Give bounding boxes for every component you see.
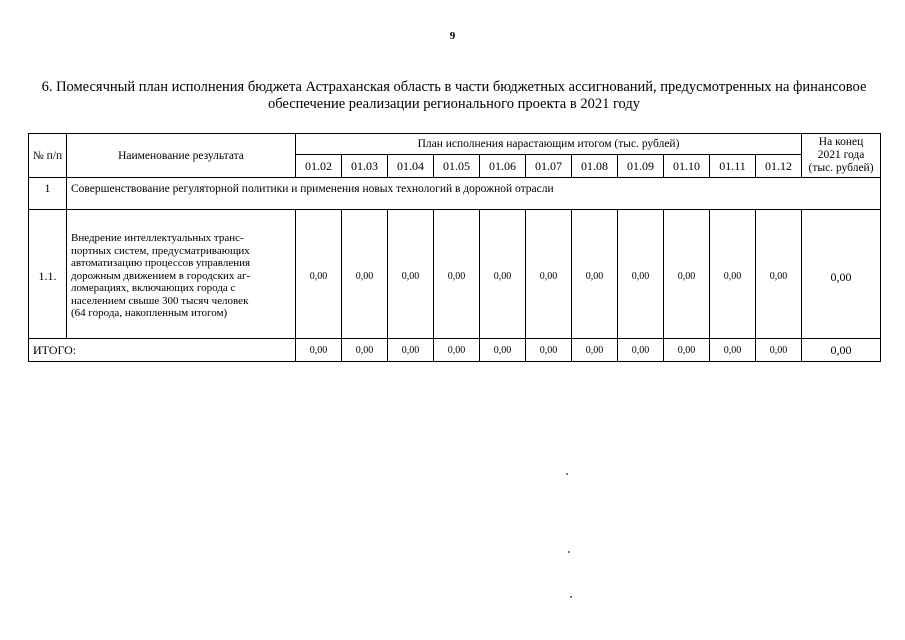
- item-name-line: населением свыше 300 тысяч человек: [71, 294, 249, 307]
- section-title-line-1: 6. Помесячный план исполнения бюджета Астраханская область в части бюджетных ассигнований, предусмотренных на финансовое: [41, 79, 867, 95]
- header-plan: План исполнения нарастающим итогом (тыс. рублей): [296, 134, 802, 155]
- header-end-line-2: 2021 года: [817, 149, 865, 161]
- header-end-of-year: [802, 134, 881, 178]
- total-value: 0,00: [618, 339, 664, 362]
- month-header: 01.02: [296, 155, 342, 178]
- item-end-value: 0,00: [802, 210, 881, 339]
- month-header: 01.04: [388, 155, 434, 178]
- section-title-line-2: обеспечение реализации регионального проекта в 2021 году: [267, 96, 641, 112]
- month-header: 01.11: [710, 155, 756, 178]
- total-value: 0,00: [572, 339, 618, 362]
- page-number: 9: [449, 30, 456, 42]
- item-name-line: автоматизацию процессов управления: [71, 257, 251, 270]
- month-header: 01.07: [526, 155, 572, 178]
- budget-plan-table: [28, 133, 881, 362]
- scan-speck: [570, 596, 572, 598]
- item-num: 1.1.: [29, 210, 67, 339]
- total-value: 0,00: [710, 339, 756, 362]
- item-value: 0,00: [664, 210, 710, 339]
- table-row: [29, 210, 881, 339]
- month-header: 01.12: [756, 155, 802, 178]
- item-name-line: ломерациях, включающих города с: [71, 282, 236, 295]
- item-value: 0,00: [388, 210, 434, 339]
- total-row: [29, 339, 881, 362]
- header-end-line-3: (тыс. рублей): [808, 162, 874, 174]
- item-value: 0,00: [296, 210, 342, 339]
- scan-speck: [568, 551, 570, 553]
- total-end-value: 0,00: [802, 339, 881, 362]
- item-name: [67, 210, 296, 339]
- item-name-line: дорожным движением в городских аг-: [71, 269, 251, 282]
- item-value: 0,00: [480, 210, 526, 339]
- item-value: 0,00: [434, 210, 480, 339]
- month-header: 01.10: [664, 155, 710, 178]
- month-header: 01.08: [572, 155, 618, 178]
- header-end-line-1: На конец: [818, 136, 864, 148]
- total-value: 0,00: [342, 339, 388, 362]
- item-value: 0,00: [618, 210, 664, 339]
- item-value: 0,00: [572, 210, 618, 339]
- total-label: ИТОГО:: [29, 339, 296, 362]
- total-value: 0,00: [434, 339, 480, 362]
- item-value: 0,00: [342, 210, 388, 339]
- item-value: 0,00: [756, 210, 802, 339]
- item-name-line: портных систем, предусматривающих: [71, 244, 250, 257]
- total-value: 0,00: [526, 339, 572, 362]
- month-header: 01.03: [342, 155, 388, 178]
- month-header: 01.09: [618, 155, 664, 178]
- item-value: 0,00: [710, 210, 756, 339]
- scan-speck: [566, 473, 568, 475]
- month-header: 01.05: [434, 155, 480, 178]
- header-name: Наименование результата: [67, 134, 296, 178]
- item-name-line: Внедрение интеллектуальных транс-: [71, 231, 244, 244]
- total-value: 0,00: [480, 339, 526, 362]
- section-row: [29, 178, 881, 210]
- section-title: [28, 79, 880, 113]
- total-value: 0,00: [664, 339, 710, 362]
- total-value: 0,00: [756, 339, 802, 362]
- total-value: 0,00: [388, 339, 434, 362]
- item-value: 0,00: [526, 210, 572, 339]
- section-num: 1: [29, 178, 67, 210]
- section-text: Совершенствование регуляторной политики и применения новых технологий в дорожной отрасли: [67, 178, 881, 210]
- item-name-line: (64 города, накопленным итогом): [71, 307, 228, 320]
- month-header: 01.06: [480, 155, 526, 178]
- total-value: 0,00: [296, 339, 342, 362]
- header-num: № п/п: [29, 134, 67, 178]
